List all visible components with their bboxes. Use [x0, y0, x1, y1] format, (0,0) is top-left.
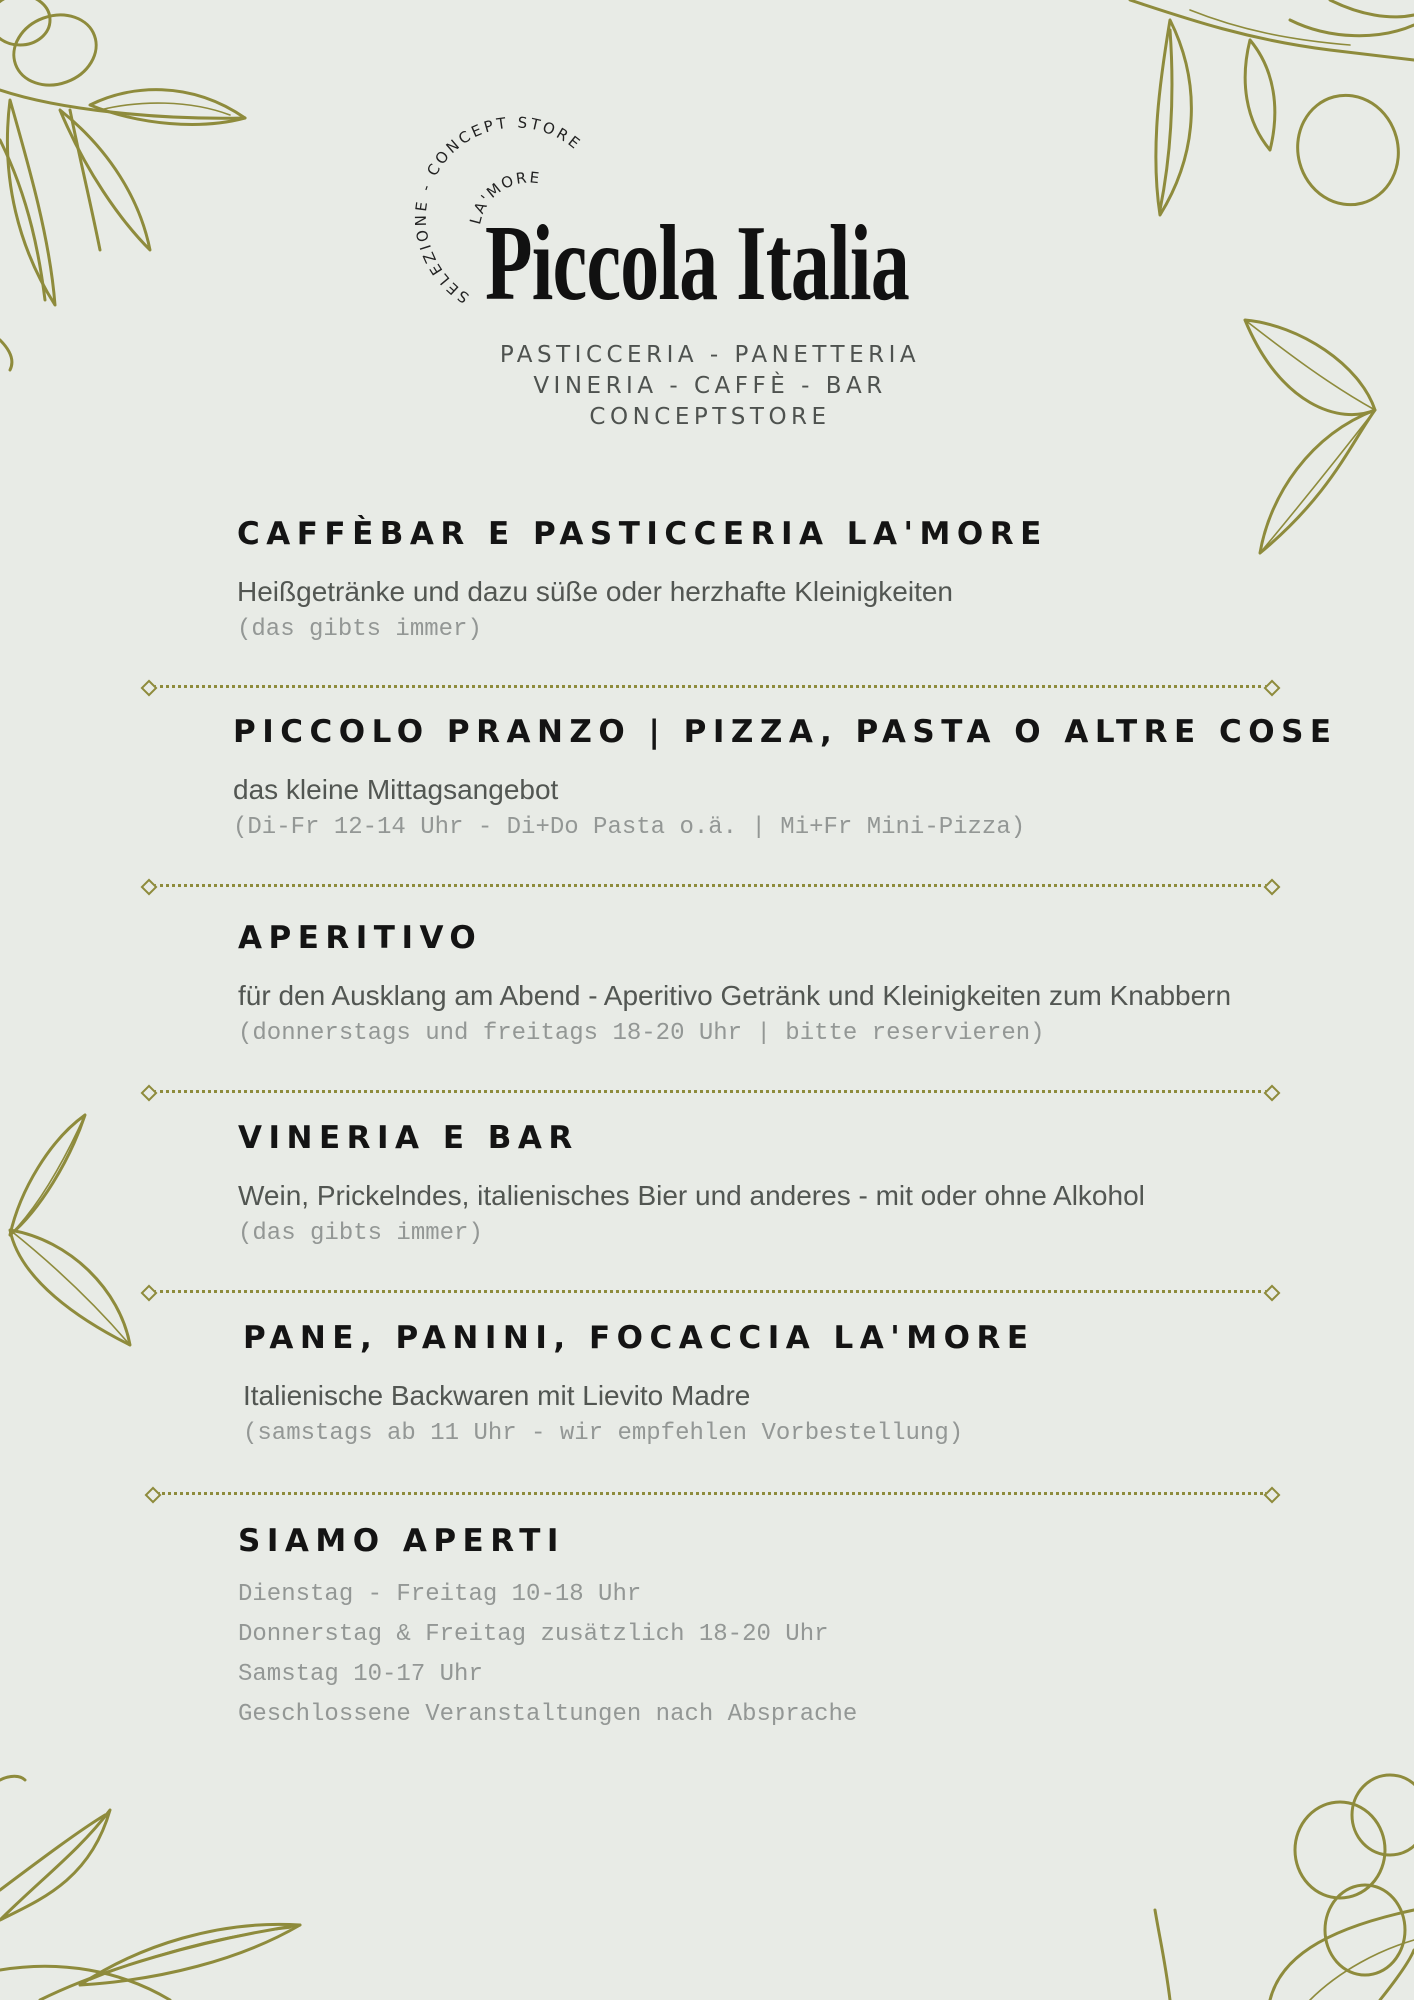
section-pane [243, 1320, 1035, 1447]
olive-branch-top-left-icon [0, 0, 260, 380]
section-note: (das gibts immer) [238, 1220, 483, 1247]
hours-line: Samstag 10-17 Uhr [238, 1661, 483, 1688]
section-title: CAFFÈBAR E PASTICCERIA LA'MORE [237, 516, 1048, 552]
section-aperitivo [238, 920, 1231, 1047]
section-description: das kleine Mittagsangebot [233, 774, 559, 805]
section-title: PICCOLO PRANZO | PIZZA, PASTA O ALTRE COSE [233, 714, 1338, 750]
section-caffebar [237, 516, 1048, 643]
divider [147, 1486, 1278, 1500]
hours-line: Dienstag - Freitag 10-18 Uhr [238, 1581, 642, 1608]
olive-branch-top-right-icon [1130, 0, 1414, 230]
section-description: Wein, Prickelndes, italienisches Bier und anderes - mit oder ohne Alkohol [238, 1180, 1145, 1211]
olive-branch-bottom-left-icon [0, 1770, 310, 2000]
logo-inner-text: LA'MORE [466, 168, 543, 227]
divider [143, 878, 1278, 892]
subtitle-line: PASTICCERIA - PANETTERIA [499, 342, 921, 368]
basil-leaf-right-icon [1240, 315, 1380, 555]
subtitle-block [400, 340, 1020, 433]
subtitle-line: CONCEPTSTORE [589, 404, 831, 430]
logo [400, 115, 960, 335]
section-description: Italienische Backwaren mit Lievito Madre [243, 1380, 751, 1411]
subtitle-line: VINERIA - CAFFÈ - BAR [533, 373, 887, 399]
logo-ring-text: SELEZIONE - CONCEPT STORE [411, 113, 586, 307]
section-title: PANE, PANINI, FOCACCIA LA'MORE [243, 1320, 1035, 1356]
section-vineria [238, 1120, 1145, 1247]
section-description: für den Ausklang am Abend - Aperitivo Getränk und Kleinigkeiten zum Knabbern [238, 980, 1232, 1011]
section-description: Heißgetränke und dazu süße oder herzhafte Kleinigkeiten [237, 576, 953, 607]
section-title: VINERIA E BAR [238, 1120, 579, 1156]
divider [143, 679, 1278, 693]
section-title: SIAMO APERTI [238, 1523, 565, 1559]
section-opening-hours [238, 1523, 857, 1735]
basil-leaf-left-icon [0, 1110, 140, 1350]
olive-branch-bottom-right-icon [1140, 1760, 1414, 2000]
divider [143, 1084, 1278, 1098]
section-title: APERITIVO [238, 920, 483, 956]
section-note: (samstags ab 11 Uhr - wir empfehlen Vorbestellung) [243, 1420, 964, 1447]
page-title: Piccola Italia [485, 204, 909, 323]
divider [143, 1284, 1278, 1298]
section-note: (Di-Fr 12-14 Uhr - Di+Do Pasta o.ä. | Mi+Fr Mini-Pizza) [233, 814, 1026, 841]
section-note: (das gibts immer) [237, 616, 482, 643]
hours-line: Geschlossene Veranstaltungen nach Absprache [238, 1701, 858, 1728]
section-note: (donnerstags und freitags 18-20 Uhr | bitte reservieren) [238, 1020, 1045, 1047]
section-piccolo-pranzo [233, 714, 1338, 841]
hours-list [238, 1575, 857, 1735]
hours-line: Donnerstag & Freitag zusätzlich 18-20 Uhr [238, 1621, 829, 1648]
